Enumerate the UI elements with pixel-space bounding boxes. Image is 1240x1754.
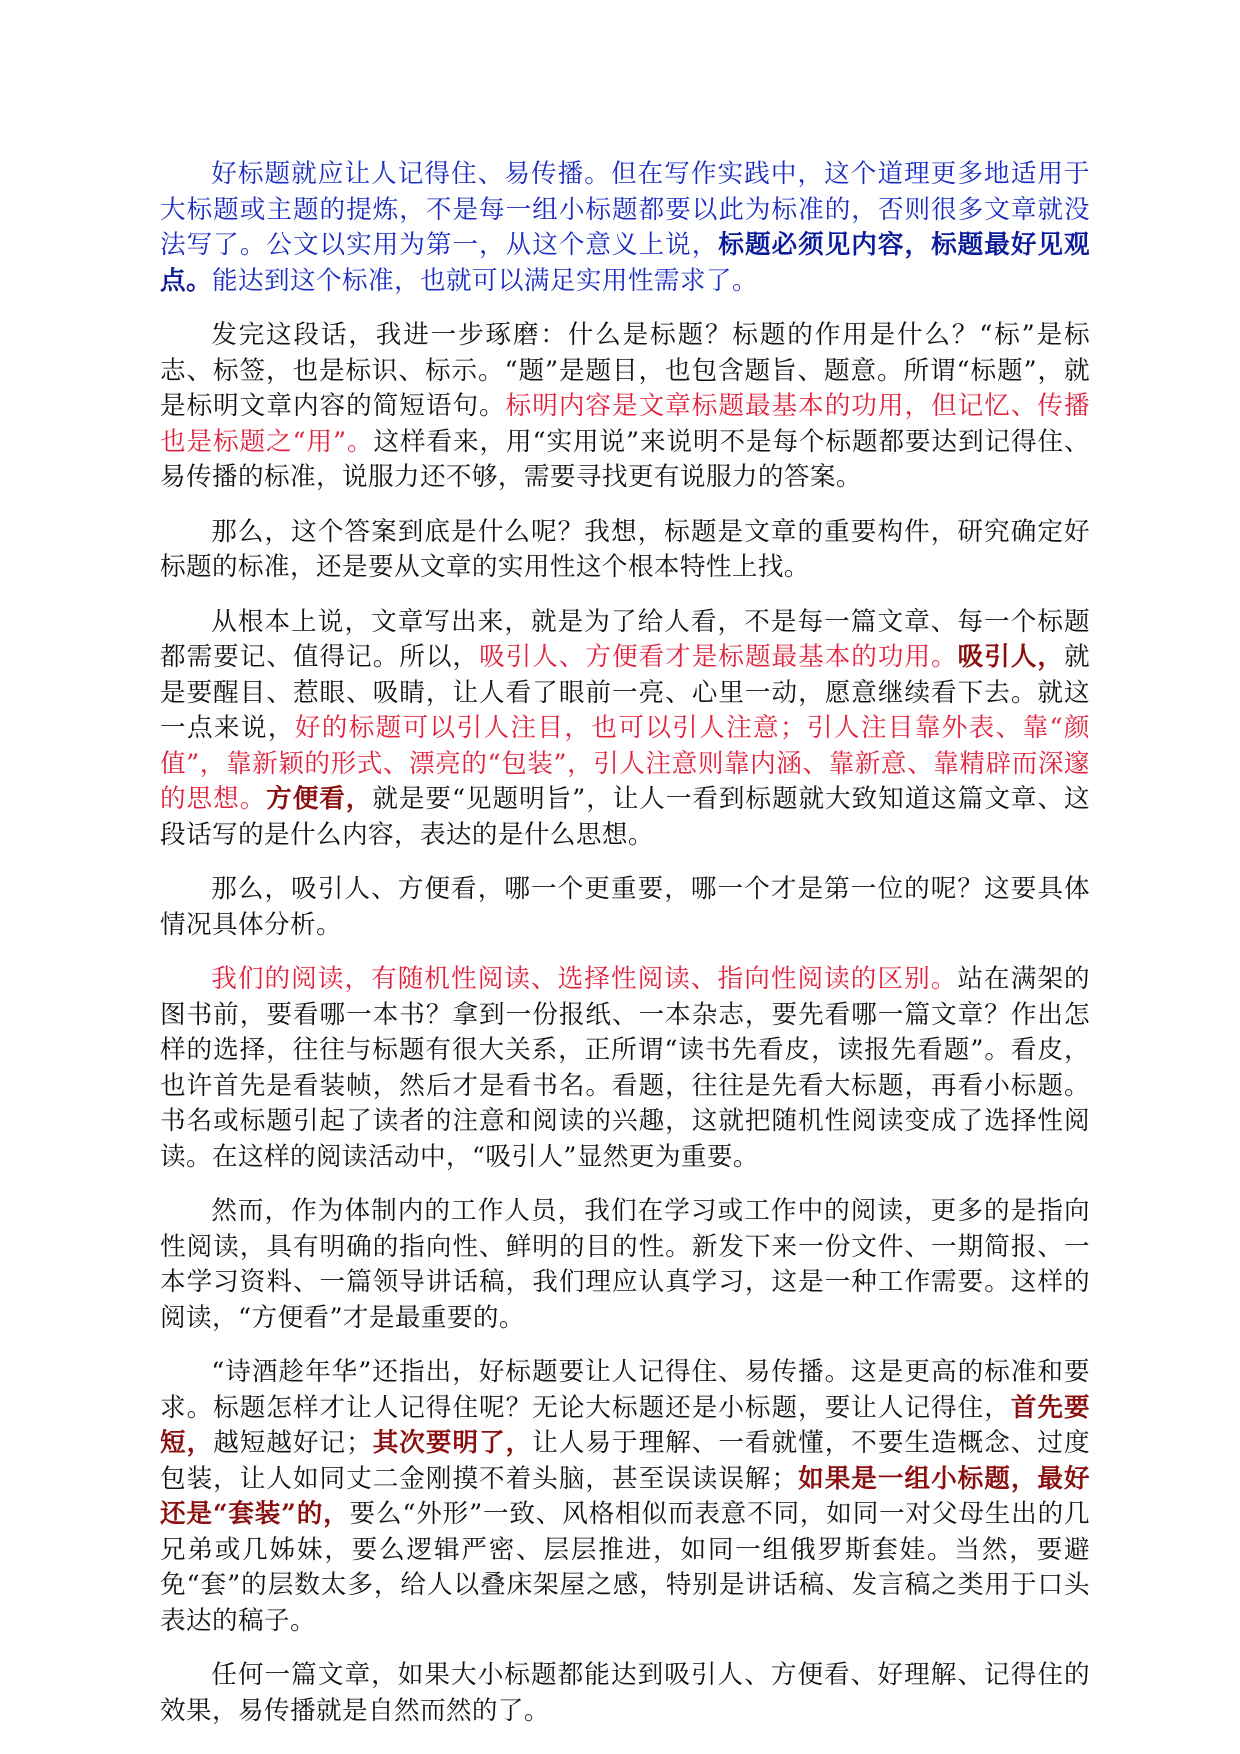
emphasis-segment: 其次要明了， bbox=[372, 1428, 533, 1458]
highlight-segment: 我们的阅读，有随机性阅读、选择性阅读、指向性阅读的区别。 bbox=[211, 964, 958, 994]
paragraph-2 bbox=[160, 318, 1090, 496]
text-segment: 就是要醒目、惹眼、吸睛，让人看了眼前一亮、心里一动，愿意继续看下去。就这一点来说， bbox=[160, 642, 1090, 743]
paragraph-9 bbox=[160, 1658, 1090, 1729]
paragraph-8 bbox=[160, 1355, 1090, 1639]
text-segment: 然而，作为体制内的工作人员，我们在学习或工作中的阅读，更多的是指向性阅读，具有明确的指向性、鲜明的目的性。新发下来一份文件、一期简报、一本学习资料、一篇领导讲话稿，我们理应认真学习，这是一种工作需要。这样的阅读，“方便看”才是最重要的。 bbox=[160, 1196, 1090, 1333]
paragraph-3 bbox=[160, 515, 1090, 586]
emphasis-segment: 吸引人， bbox=[957, 642, 1064, 672]
paragraph-1 bbox=[160, 157, 1090, 299]
text-segment: 让人易于理解、一看就懂，不要生造概念、过度包装，让人如同丈二金刚摸不着头脑，甚至误读误解； bbox=[160, 1428, 1090, 1494]
text-segment: 要么“外形”一致、风格相似而表意不同，如同一对父母生出的几兄弟或几姊妹，要么逻辑严密、层层推进，如同一组俄罗斯套娃。当然，要避免“套”的层数太多，给人以叠床架屋之感，特别是讲话稿、发言稿之类用于口头表达的稿子。 bbox=[160, 1499, 1090, 1636]
emphasis-segment: 方便看， bbox=[266, 784, 373, 814]
text-segment: 那么，吸引人、方便看，哪一个更重要，哪一个才是第一位的呢？这要具体情况具体分析。 bbox=[160, 874, 1090, 940]
text-segment: 从根本上说，文章写出来，就是为了给人看，不是每一篇文章、每一个标题都需要记、值得记。所以， bbox=[160, 606, 1090, 672]
highlight-segment: 吸引人、方便看才是标题最基本的功用。 bbox=[479, 642, 958, 672]
text-segment: 就是要“见题明旨”，让人一看到标题就大致知道这篇文章、这段话写的是什么内容，表达的是什么思想。 bbox=[160, 784, 1090, 850]
text-segment: 好标题就应让人记得住、易传播。但在写作实践中，这个道理更多地适用于大标题或主题的提炼，不是每一组小标题都要以此为标准的，否则很多文章就没法写了。公文以实用为第一，从这个意义上说， bbox=[160, 159, 1090, 260]
emphasis-segment: 标题必须见内容，标题最好见观点。 bbox=[160, 230, 1090, 296]
emphasis-segment: 如果是一组小标题，最好还是“套装”的， bbox=[160, 1463, 1090, 1529]
text-segment: 这样看来，用“实用说”来说明不是每个标题都要达到记得住、易传播的标准，说服力还不够，需要寻找更有说服力的答案。 bbox=[160, 426, 1090, 492]
paragraph-5 bbox=[160, 872, 1090, 943]
emphasis-segment: 首先要短， bbox=[160, 1392, 1090, 1458]
paragraph-4 bbox=[160, 605, 1090, 854]
highlight-segment: 标明内容是文章标题最基本的功用，但记忆、传播也是标题之“用”。 bbox=[160, 391, 1090, 457]
text-segment: 越短越好记； bbox=[213, 1428, 373, 1458]
text-segment: 能达到这个标准，也就可以满足实用性需求了。 bbox=[212, 265, 758, 296]
paragraph-6 bbox=[160, 962, 1090, 1175]
text-segment: 站在满架的图书前，要看哪一本书？拿到一份报纸、一本杂志，要先看哪一篇文章？作出怎样的选择，往往与标题有很大关系，正所谓“读书先看皮，读报先看题”。看皮，也许首先是看装帧，然后才是看书名。看题，往往是先看大标题，再看小标题。书名或标题引起了读者的注意和阅读的兴趣，这就把随机性阅读变成了选择性阅读。在这样的阅读活动中，“吸引人”显然更为重要。 bbox=[160, 964, 1090, 1172]
text-segment: 任何一篇文章，如果大小标题都能达到吸引人、方便看、好理解、记得住的效果，易传播就是自然而然的了。 bbox=[160, 1660, 1090, 1726]
text-segment: 发完这段话，我进一步琢磨：什么是标题？标题的作用是什么？“标”是标志、标签，也是标识、标示。“题”是题目，也包含题旨、题意。所谓“标题”，就是标明文章内容的简短语句。 bbox=[160, 320, 1090, 421]
highlight-segment: 好的标题可以引人注目，也可以引人注意；引人注目靠外表、靠“颜值”，靠新颖的形式、漂亮的“包装”，引人注意则靠内涵、靠新意、靠精辟而深邃的思想。 bbox=[160, 713, 1090, 814]
paragraph-7 bbox=[160, 1194, 1090, 1336]
text-segment: “诗酒趁年华”还指出，好标题要让人记得住、易传播。这是更高的标准和要求。标题怎样才让人记得住呢？无论大标题还是小标题，要让人记得住， bbox=[160, 1357, 1090, 1423]
text-segment: 那么，这个答案到底是什么呢？我想，标题是文章的重要构件，研究确定好标题的标准，还是要从文章的实用性这个根本特性上找。 bbox=[160, 516, 1090, 582]
document-body bbox=[160, 157, 1090, 1748]
